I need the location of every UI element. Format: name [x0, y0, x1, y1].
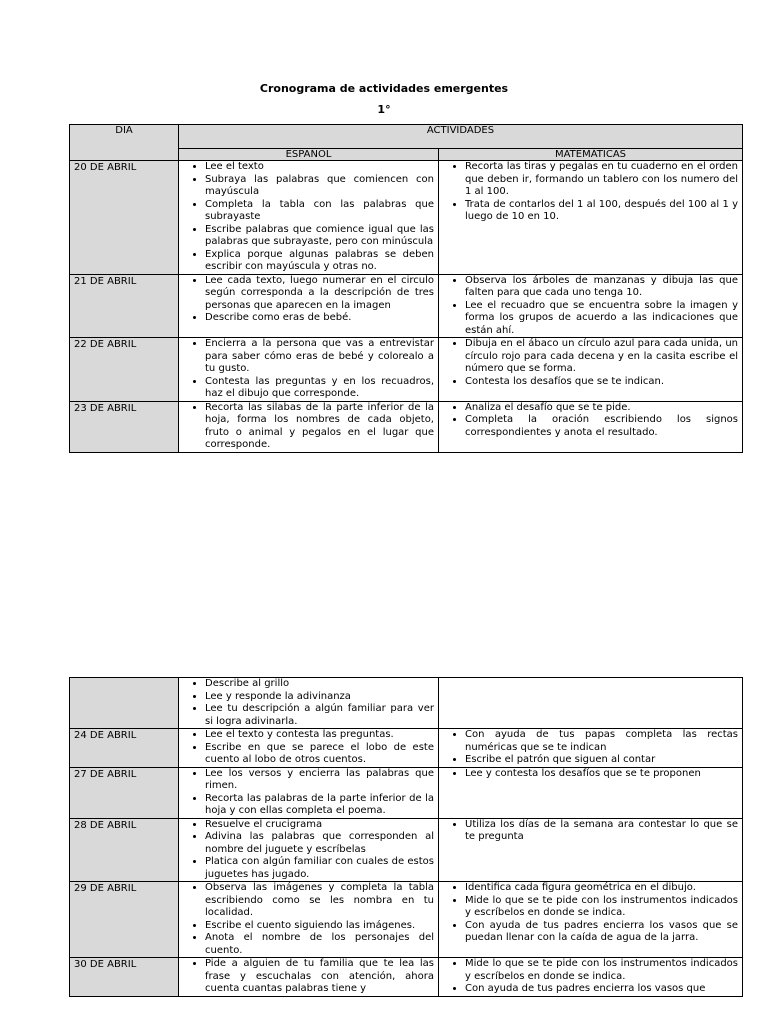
table-row [70, 767, 743, 818]
math-activities-cell [439, 729, 743, 768]
schedule-table-2 [69, 677, 743, 997]
day-cell: 23 DE ABRIL [70, 401, 179, 452]
spanish-activity-list [183, 958, 434, 996]
list-item: • Dibuja en el ábaco un círculo azul para cada unida, un círculo rojo para cada decena y en la casita escribe el número que se forma. [465, 338, 738, 376]
list-item: • Lee y responde la adivinanza [205, 691, 434, 704]
header-activities: ACTIVIDADES [179, 125, 743, 149]
header-spanish: ESPAÑOL [179, 149, 439, 161]
list-item: • Completa la oración escribiendo los signos correspondientes y anota el resultado. [465, 414, 738, 439]
spanish-activities-cell [179, 958, 439, 997]
spanish-activity-list [183, 768, 434, 818]
spanish-activities-cell [179, 274, 439, 338]
spanish-activities-cell [179, 882, 439, 958]
list-item: • Escribe el patrón que siguen al contar [465, 754, 738, 767]
table-row [70, 818, 743, 882]
list-item: • Lee el texto [205, 161, 434, 174]
spanish-activity-list [183, 882, 434, 957]
list-item: • Analiza el desafío que se te pide. [465, 402, 738, 415]
table-row [70, 882, 743, 958]
list-item: • Encierra a la persona que vas a entrevistar para saber cómo eras de bebé y colorealo a tu gusto. [205, 338, 434, 376]
spanish-activities-cell [179, 729, 439, 768]
list-item: • Pide a alguien de tu familia que te lea las frase y escuchalas con atención, ahora cuenta cuantas palabras tiene y [205, 958, 434, 996]
math-activities-cell [439, 161, 743, 275]
table-row [70, 958, 743, 997]
list-item: • Recorta las silabas de la parte inferior de la hoja, forma los nombres de cada objeto, fruto o animal y pegalos en el lugar que corresponde. [205, 402, 434, 452]
table-row [70, 729, 743, 768]
day-cell: 30 DE ABRIL [70, 958, 179, 997]
day-cell: 24 DE ABRIL [70, 729, 179, 768]
list-item: • Subraya las palabras que comiencen con mayúscula [205, 174, 434, 199]
math-activity-list [443, 768, 738, 781]
list-item: • Mide lo que se te pide con los instrumentos indicados y escríbelos en donde se indica. [465, 895, 738, 920]
list-item: • Lee y contesta los desafíos que se te proponen [465, 768, 738, 781]
math-activity-list [443, 338, 738, 388]
math-activity-list [443, 882, 738, 945]
list-item: • Con ayuda de tus papas completa las rectas numéricas que se te indican [465, 729, 738, 754]
list-item: • Mide lo que se te pide con los instrumentos indicados y escríbelos en donde se indica. [465, 958, 738, 983]
document-title: Cronograma de actividades emergentes [259, 82, 509, 95]
math-activities-cell [439, 767, 743, 818]
math-activity-list [443, 819, 738, 844]
math-activity-list [443, 729, 738, 767]
list-item: • Adivina las palabras que corresponden al nombre del juguete y escríbelas [205, 831, 434, 856]
grade-label: 1° [377, 103, 391, 116]
list-item: • Describe como eras de bebé. [205, 312, 434, 325]
day-cell [70, 678, 179, 729]
list-item: • Recorta las palabras de la parte inferior de la hoja y con ellas completa el poema. [205, 793, 434, 818]
spanish-activities-cell [179, 678, 439, 729]
list-item: • Con ayuda de tus padres encierra los vasos que [465, 983, 738, 996]
table-1-body [70, 161, 743, 453]
spanish-activity-list [183, 338, 434, 401]
table-row [70, 401, 743, 452]
math-activity-list [443, 275, 738, 338]
list-item: • Lee cada texto, luego numerar en el circulo según corresponda a la descripción de tres personas que aparecen en la imagen [205, 275, 434, 313]
list-item: • Lee el texto y contesta las preguntas. [205, 729, 434, 742]
header-math: MATEMÁTICAS [439, 149, 743, 161]
spanish-activities-cell [179, 338, 439, 402]
spanish-activity-list [183, 161, 434, 274]
spanish-activity-list [183, 275, 434, 325]
list-item: • Recorta las tiras y pegalas en tu cuaderno en el orden que deben ir, formando un tablero con los numero del 1 al 100. [465, 161, 738, 199]
spanish-activities-cell [179, 161, 439, 275]
list-item: • Resuelve el crucigrama [205, 819, 434, 832]
table-row [70, 678, 743, 729]
table-row [70, 338, 743, 402]
list-item: • Utiliza los días de la semana ara contestar lo que se te pregunta [465, 819, 738, 844]
day-cell: 29 DE ABRIL [70, 882, 179, 958]
list-item: • Completa la tabla con las palabras que subrayaste [205, 199, 434, 224]
spanish-activity-list [183, 678, 434, 728]
math-activities-cell [439, 678, 743, 729]
list-item: • Trata de contarlos del 1 al 100, después del 100 al 1 y luego de 10 en 10. [465, 199, 738, 224]
table-2-body [70, 678, 743, 997]
list-item: • Anota el nombre de los personajes del cuento. [205, 932, 434, 957]
spanish-activities-cell [179, 818, 439, 882]
list-item: • Con ayuda de tus padres encierra los vasos que se puedan llenar con la caída de agua de la jarra. [465, 920, 738, 945]
table-row [70, 274, 743, 338]
math-activities-cell [439, 274, 743, 338]
math-activity-list [443, 958, 738, 996]
list-item: • Platica con algún familiar con cuales de estos juguetes has jugado. [205, 856, 434, 881]
math-activities-cell [439, 401, 743, 452]
list-item: • Identifica cada figura geométrica en el dibujo. [465, 882, 738, 895]
day-cell: 20 DE ABRIL [70, 161, 179, 275]
math-activities-cell [439, 882, 743, 958]
day-cell: 27 DE ABRIL [70, 767, 179, 818]
day-cell: 28 DE ABRIL [70, 818, 179, 882]
day-cell: 22 DE ABRIL [70, 338, 179, 402]
math-activities-cell [439, 958, 743, 997]
list-item: • Contesta los desafíos que se te indican. [465, 376, 738, 389]
spanish-activities-cell [179, 401, 439, 452]
math-activity-list [443, 161, 738, 224]
list-item: • Explica porque algunas palabras se deben escribir con mayúscula y otras no. [205, 249, 434, 274]
list-item: • Describe al grillo [205, 678, 434, 691]
day-cell: 21 DE ABRIL [70, 274, 179, 338]
list-item: • Escribe el cuento siguiendo las imágenes. [205, 920, 434, 933]
spanish-activity-list [183, 819, 434, 882]
list-item: • Escribe en que se parece el lobo de este cuento al lobo de otros cuentos. [205, 742, 434, 767]
table-row [70, 161, 743, 275]
list-item: • Escribe palabras que comience igual que las palabras que subrayaste, pero con minúscula [205, 224, 434, 249]
spanish-activity-list [183, 729, 434, 767]
list-item: • Contesta las preguntas y en los recuadros, haz el dibujo que corresponde. [205, 376, 434, 401]
list-item: • Observa las imágenes y completa la tabla escribiendo como se les nombra en tu localidad. [205, 882, 434, 920]
spanish-activity-list [183, 402, 434, 452]
schedule-table-1 [69, 124, 743, 453]
list-item: • Lee los versos y encierra las palabras que rimen. [205, 768, 434, 793]
math-activities-cell [439, 818, 743, 882]
math-activities-cell [439, 338, 743, 402]
header-day: DIA [70, 125, 179, 161]
list-item: • Observa los árboles de manzanas y dibuja las que falten para que cada uno tenga 10. [465, 275, 738, 300]
list-item: • Lee tu descripción a algún familiar para ver si logra adivinarla. [205, 703, 434, 728]
spanish-activities-cell [179, 767, 439, 818]
list-item: • Lee el recuadro que se encuentra sobre la imagen y forma los grupos de acuerdo a las indicaciones que están ahí. [465, 300, 738, 338]
math-activity-list [443, 402, 738, 440]
